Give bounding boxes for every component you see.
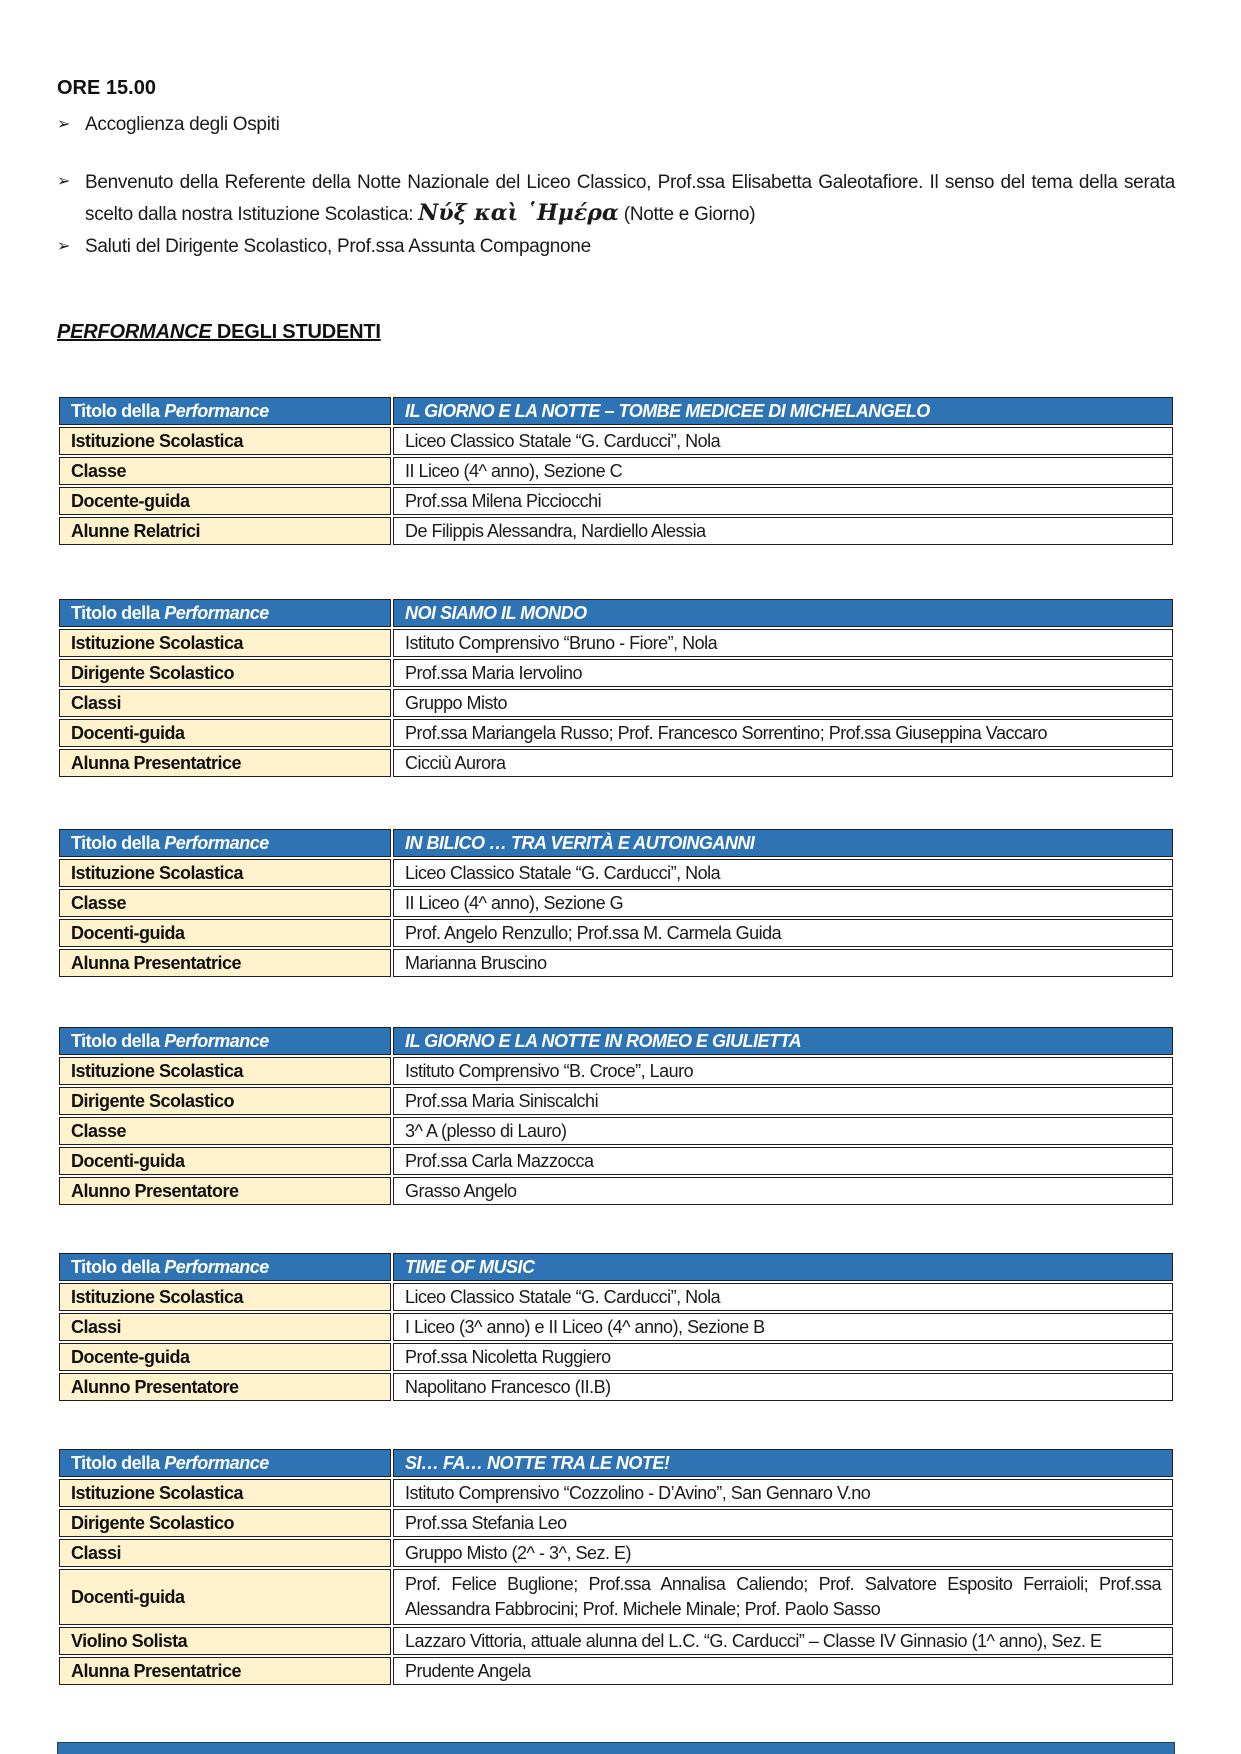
row-label: Classi xyxy=(59,1539,391,1567)
bullet-item xyxy=(57,110,1175,139)
performance-title: IN BILICO … TRA VERITÀ E AUTOINGANNI xyxy=(393,829,1173,857)
table-row xyxy=(59,919,1173,947)
bullet-item xyxy=(57,232,1175,261)
row-label: Alunno Presentatore xyxy=(59,1177,391,1205)
row-label: Docenti-guida xyxy=(59,1147,391,1175)
arrow-bullet-icon: ➢ xyxy=(57,116,71,133)
row-value: Gruppo Misto (2^ - 3^, Sez. E) xyxy=(393,1539,1173,1567)
row-label: Docente-guida xyxy=(59,1343,391,1371)
row-label: Classe xyxy=(59,457,391,485)
row-label: Dirigente Scolastico xyxy=(59,1087,391,1115)
table-header-label: Titolo della Performance xyxy=(59,1253,391,1281)
row-value: Lazzaro Vittoria, attuale alunna del L.C. “G. Carducci” – Classe IV Ginnasio (1^ anno), Sez. E xyxy=(393,1627,1173,1655)
row-value: Prof. Felice Buglione; Prof.ssa Annalisa Caliendo; Prof. Salvatore Esposito Ferraioli; Prof.ssa Alessandra Fabbrocini; Prof. Michele Minale; Prof. Paolo Sasso xyxy=(393,1569,1173,1625)
performance-title: NOI SIAMO IL MONDO xyxy=(393,599,1173,627)
row-value: Prof.ssa Maria Siniscalchi xyxy=(393,1087,1173,1115)
performance-tables xyxy=(57,395,1175,1687)
row-value: Gruppo Misto xyxy=(393,689,1173,717)
row-value: I Liceo (3^ anno) e II Liceo (4^ anno), Sezione B xyxy=(393,1313,1173,1341)
row-label: Classi xyxy=(59,1313,391,1341)
bullet-item xyxy=(57,167,1175,230)
table-row xyxy=(59,1479,1173,1507)
bullet-text-main: Benvenuto della Referente della Notte Nazionale del Liceo Classico, Prof.ssa Elisabetta Galeotafiore. Il senso del tema della serata scelto dalla nostra Istituzione Scolastica: xyxy=(85,172,1175,225)
row-value: Liceo Classico Statale “G. Carducci”, Nola xyxy=(393,859,1173,887)
bullet-text-tail: (Notte e Giorno) xyxy=(618,204,756,225)
table-row xyxy=(59,749,1173,777)
row-label: Alunna Presentatrice xyxy=(59,1657,391,1685)
table-row xyxy=(59,719,1173,747)
performance-table xyxy=(57,827,1175,979)
row-label: Istituzione Scolastica xyxy=(59,427,391,455)
row-value: Prof.ssa Carla Mazzocca xyxy=(393,1147,1173,1175)
row-value: Istituto Comprensivo “Cozzolino - D’Avino”, San Gennaro V.no xyxy=(393,1479,1173,1507)
table-row xyxy=(59,1087,1173,1115)
time-heading: ORE 15.00 xyxy=(57,77,156,99)
row-label: Alunna Presentatrice xyxy=(59,749,391,777)
row-label: Docenti-guida xyxy=(59,919,391,947)
table-row xyxy=(59,659,1173,687)
performance-table xyxy=(57,1025,1175,1207)
table-row xyxy=(59,517,1173,545)
table-row xyxy=(59,1539,1173,1567)
row-value: Prof.ssa Milena Picciocchi xyxy=(393,487,1173,515)
performance-title: SI… FA… NOTTE TRA LE NOTE! xyxy=(393,1449,1173,1477)
row-label: Alunno Presentatore xyxy=(59,1373,391,1401)
table-row xyxy=(59,1177,1173,1205)
table-row xyxy=(59,949,1173,977)
row-label: Dirigente Scolastico xyxy=(59,1509,391,1537)
row-value: II Liceo (4^ anno), Sezione G xyxy=(393,889,1173,917)
row-value: Istituto Comprensivo “Bruno - Fiore”, Nola xyxy=(393,629,1173,657)
table-header-label: Titolo della Performance xyxy=(59,1449,391,1477)
table-header-label: Titolo della Performance xyxy=(59,1027,391,1055)
row-value: De Filippis Alessandra, Nardiello Alessia xyxy=(393,517,1173,545)
row-label: Istituzione Scolastica xyxy=(59,859,391,887)
row-label: Istituzione Scolastica xyxy=(59,1479,391,1507)
performance-table xyxy=(57,597,1175,779)
row-label: Docente-guida xyxy=(59,487,391,515)
performance-title: IL GIORNO E LA NOTTE IN ROMEO E GIULIETTA xyxy=(393,1027,1173,1055)
row-value: Napolitano Francesco (II.B) xyxy=(393,1373,1173,1401)
next-table-header-cutoff xyxy=(57,1742,1175,1754)
row-value: Prof.ssa Mariangela Russo; Prof. Francesco Sorrentino; Prof.ssa Giuseppina Vaccaro xyxy=(393,719,1173,747)
row-label: Violino Solista xyxy=(59,1627,391,1655)
row-value: Liceo Classico Statale “G. Carducci”, Nola xyxy=(393,427,1173,455)
table-row xyxy=(59,1627,1173,1655)
table-row xyxy=(59,629,1173,657)
performance-table xyxy=(57,1251,1175,1403)
table-row xyxy=(59,1343,1173,1371)
table-row xyxy=(59,1147,1173,1175)
row-label: Alunne Relatrici xyxy=(59,517,391,545)
table-row xyxy=(59,457,1173,485)
row-label: Istituzione Scolastica xyxy=(59,1283,391,1311)
table-row xyxy=(59,1657,1173,1685)
table-header-label: Titolo della Performance xyxy=(59,599,391,627)
row-label: Dirigente Scolastico xyxy=(59,659,391,687)
table-row xyxy=(59,1373,1173,1401)
row-value: II Liceo (4^ anno), Sezione C xyxy=(393,457,1173,485)
table-row xyxy=(59,427,1173,455)
row-label: Istituzione Scolastica xyxy=(59,629,391,657)
row-value: Istituto Comprensivo “B. Croce”, Lauro xyxy=(393,1057,1173,1085)
table-row xyxy=(59,1057,1173,1085)
section-heading-italic: PERFORMANCE xyxy=(57,321,212,343)
row-label: Classi xyxy=(59,689,391,717)
performance-table xyxy=(57,395,1175,547)
row-label: Alunna Presentatrice xyxy=(59,949,391,977)
row-label: Classe xyxy=(59,1117,391,1145)
row-value: Prof.ssa Maria Iervolino xyxy=(393,659,1173,687)
table-row xyxy=(59,1509,1173,1537)
row-value: Liceo Classico Statale “G. Carducci”, Nola xyxy=(393,1283,1173,1311)
row-value: Cicciù Aurora xyxy=(393,749,1173,777)
table-row xyxy=(59,689,1173,717)
row-value: Prof. Angelo Renzullo; Prof.ssa M. Carmela Guida xyxy=(393,919,1173,947)
row-value: Prof.ssa Nicoletta Ruggiero xyxy=(393,1343,1173,1371)
performance-title: IL GIORNO E LA NOTTE – TOMBE MEDICEE DI MICHELANGELO xyxy=(393,397,1173,425)
section-heading xyxy=(57,319,1175,345)
table-row xyxy=(59,1283,1173,1311)
table-row xyxy=(59,1313,1173,1341)
row-value: Prudente Angela xyxy=(393,1657,1173,1685)
table-header-label: Titolo della Performance xyxy=(59,397,391,425)
bullet-text: Accoglienza degli Ospiti xyxy=(85,114,280,135)
table-row xyxy=(59,1569,1173,1625)
row-label: Istituzione Scolastica xyxy=(59,1057,391,1085)
bullet-text: Saluti del Dirigente Scolastico, Prof.ssa Assunta Compagnone xyxy=(85,236,591,257)
table-row xyxy=(59,859,1173,887)
arrow-bullet-icon: ➢ xyxy=(57,173,71,190)
row-label: Classe xyxy=(59,889,391,917)
row-value: 3^ A (plesso di Lauro) xyxy=(393,1117,1173,1145)
table-row xyxy=(59,487,1173,515)
section-heading-rest: DEGLI STUDENTI xyxy=(211,321,381,343)
performance-table xyxy=(57,1447,1175,1687)
table-row xyxy=(59,889,1173,917)
row-value: Prof.ssa Stefania Leo xyxy=(393,1509,1173,1537)
row-value: Grasso Angelo xyxy=(393,1177,1173,1205)
bullet-text xyxy=(85,167,1175,230)
row-label: Docenti-guida xyxy=(59,719,391,747)
arrow-bullet-icon: ➢ xyxy=(57,238,71,255)
row-label: Docenti-guida xyxy=(59,1569,391,1625)
table-row xyxy=(59,1117,1173,1145)
table-header-label: Titolo della Performance xyxy=(59,829,391,857)
greek-phrase: Νύξ καὶ ῾Ημέρα xyxy=(418,200,619,226)
performance-title: TIME OF MUSIC xyxy=(393,1253,1173,1281)
row-value: Marianna Bruscino xyxy=(393,949,1173,977)
